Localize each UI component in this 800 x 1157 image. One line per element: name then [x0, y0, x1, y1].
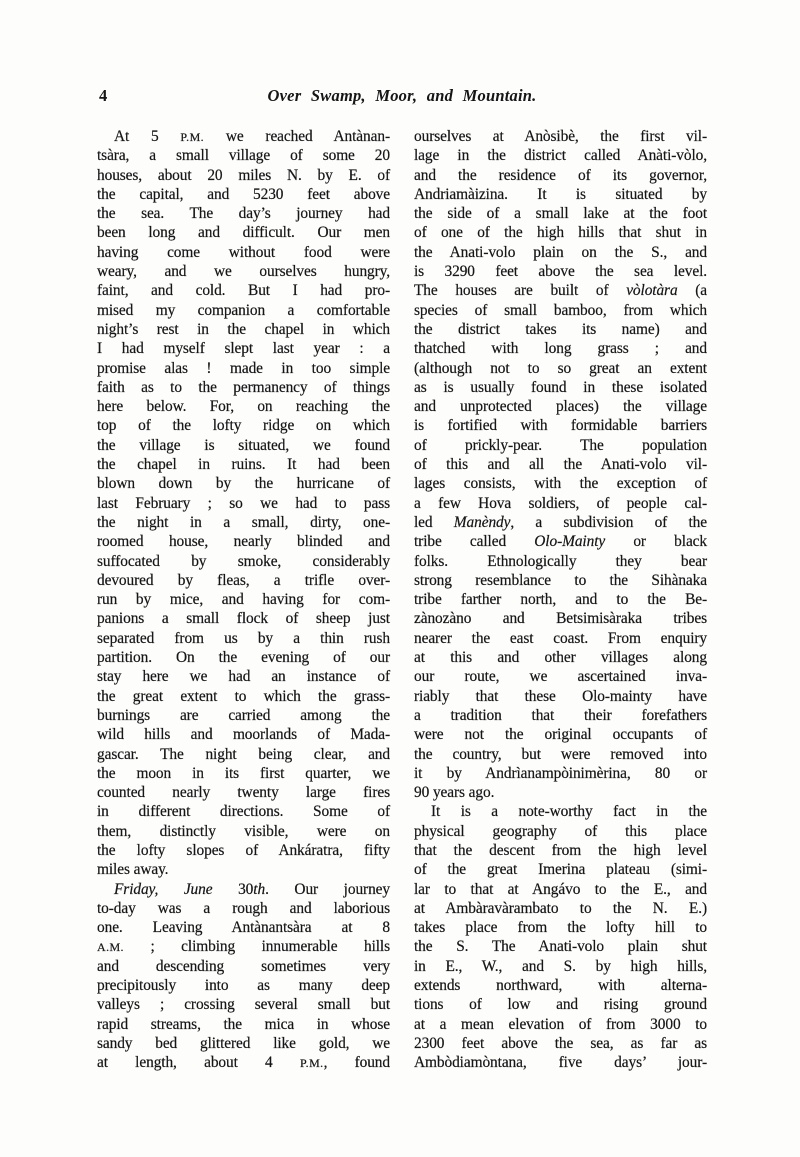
- text-line: last February ; so we had to pass: [97, 494, 390, 512]
- text-line: A.M. ; climbing innumerable hills: [97, 938, 390, 956]
- text-line: tsàra, a small village of some 20: [97, 147, 390, 165]
- text-line: of prickly-pear. The population: [414, 436, 707, 454]
- text-line: at this and other villages along: [414, 649, 707, 667]
- text-column-right: [414, 127, 707, 1073]
- text-line: roomed house, nearly blinded and: [97, 533, 390, 551]
- text-line: and descending sometimes very: [97, 957, 390, 975]
- text-line: top of the lofty ridge on which: [97, 417, 390, 435]
- text-line: the capital, and 5230 feet above: [97, 185, 390, 203]
- text-line: in E., W., and S. by high hills,: [414, 957, 707, 975]
- text-line: it by Andrìanampòinimèrina, 80 or: [414, 764, 707, 782]
- text-line: gascar. The night being clear, and: [97, 745, 390, 763]
- text-line: The houses are built of vòlotàra (a: [414, 282, 707, 300]
- text-line: suffocated by smoke, considerably: [97, 552, 390, 570]
- text-line: one. Leaving Antànantsàra at 8: [97, 919, 390, 937]
- text-line: the side of a small lake at the foot: [414, 205, 707, 223]
- text-line: (although not to so great an extent: [414, 359, 707, 377]
- text-line: at a mean elevation of from 3000 to: [414, 1015, 707, 1033]
- text-line: the great extent to which the grass-: [97, 687, 390, 705]
- text-line: the moon in its first quarter, we: [97, 764, 390, 782]
- text-line: the Anati-volo plain on the S., and: [414, 243, 707, 261]
- text-line: the chapel in ruins. It had been: [97, 456, 390, 474]
- text-line: promise alas ! made in too simple: [97, 359, 390, 377]
- text-line: Andriamàizina. It is situated by: [414, 185, 707, 203]
- text-line: 2300 feet above the sea, as far as: [414, 1034, 707, 1052]
- text-column-left: [97, 127, 390, 1073]
- text-line: a few Hova soldiers, of people cal-: [414, 494, 707, 512]
- text-line: of this and all the Anati-volo vil-: [414, 456, 707, 474]
- text-line: takes place from the lofty hill to: [414, 919, 707, 937]
- text-line: is 3290 feet above the sea level.: [414, 263, 707, 281]
- text-line: been long and difficult. Our men: [97, 224, 390, 242]
- text-line: devoured by fleas, a trifle over-: [97, 571, 390, 589]
- text-line: lages consists, with the exception of: [414, 475, 707, 493]
- page-body: [97, 127, 707, 1073]
- text-line: burnings are carried among the: [97, 706, 390, 724]
- text-line: panions a small flock of sheep just: [97, 610, 390, 628]
- text-line: the lofty slopes of Ankáratra, fifty: [97, 841, 390, 859]
- text-line: nearer the east coast. From enquiry: [414, 629, 707, 647]
- text-line: our route, we ascertained inva-: [414, 668, 707, 686]
- text-line: At 5 P.M. we reached Antànan-: [114, 128, 390, 145]
- text-line: physical geography of this place: [414, 822, 707, 840]
- text-line: counted nearly twenty large fires: [97, 784, 390, 802]
- text-line: to-day was a rough and laborious: [97, 899, 390, 917]
- text-line: a tradition that their forefathers: [414, 706, 707, 724]
- text-line: the S. The Anati-volo plain shut: [414, 938, 707, 956]
- text-line: lage in the district called Anàti-vòlo,: [414, 147, 707, 165]
- text-line: weary, and we ourselves hungry,: [97, 263, 390, 281]
- text-line: having come without food were: [97, 243, 390, 261]
- text-line: folks. Ethnologically they bear: [414, 552, 707, 570]
- text-line: is fortified with formidable barriers: [414, 417, 707, 435]
- text-line: wild hills and moorlands of Mada-: [97, 726, 390, 744]
- text-line: the sea. The day’s journey had: [97, 205, 390, 223]
- text-line: as is usually found in these isolated: [414, 378, 707, 396]
- text-line: tribe called Olo-Mainty or black: [414, 533, 707, 551]
- text-line: rapid streams, the mica in whose: [97, 1015, 390, 1033]
- text-line: here below. For, on reaching the: [97, 398, 390, 416]
- text-line: night’s rest in the chapel in which: [97, 320, 390, 338]
- text-line: precipitously into as many deep: [97, 977, 390, 995]
- text-line: It is a note-worthy fact in the: [431, 803, 707, 821]
- text-line: in different directions. Some of: [97, 803, 390, 821]
- page-number: 4: [99, 86, 108, 105]
- text-line: tribe farther north, and to the Be-: [414, 591, 707, 609]
- text-line: the night in a small, dirty, one-: [97, 513, 390, 531]
- text-line: at length, about 4 P.M., found: [97, 1054, 390, 1072]
- text-line: lar to that at Angávo to the E., and: [414, 880, 707, 898]
- text-line: valleys ; crossing several small but: [97, 996, 390, 1014]
- text-line: houses, about 20 miles N. by E. of: [97, 166, 390, 184]
- text-line: were not the original occupants of: [414, 726, 707, 744]
- text-line: thatched with long grass ; and: [414, 340, 707, 358]
- text-line: the village is situated, we found: [97, 436, 390, 454]
- running-title: Over Swamp, Moor, and Mountain.: [267, 86, 537, 105]
- text-line: riably that these Olo-mainty have: [414, 687, 707, 705]
- text-line: faint, and cold. But I had pro-: [97, 282, 390, 300]
- text-line: of the great Imerina plateau (simi-: [414, 861, 707, 879]
- text-line: Ambòdiamòntana, five days’ jour-: [414, 1054, 707, 1072]
- text-line: ourselves at Anòsibè, the first vil-: [414, 128, 707, 145]
- page-header: [97, 86, 707, 108]
- text-line: led Manèndy, a subdivision of the: [414, 513, 707, 531]
- text-line: the country, but were removed into: [414, 745, 707, 763]
- text-line: at Ambàravàrambato to the N. E.): [414, 899, 707, 917]
- text-line: run by mice, and having for com-: [97, 591, 390, 609]
- text-line: miles away.: [97, 861, 169, 879]
- text-line: blown down by the hurricane of: [97, 475, 390, 493]
- text-line: them, distinctly visible, were on: [97, 822, 390, 840]
- text-line: and unprotected places) the village: [414, 398, 707, 416]
- text-line: species of small bamboo, from which: [414, 301, 707, 319]
- text-line: separated from us by a thin rush: [97, 629, 390, 647]
- text-line: strong resemblance to the Sihànaka: [414, 571, 707, 589]
- text-line: that the descent from the high level: [414, 841, 707, 859]
- text-line: zànozàno and Betsimisàraka tribes: [414, 610, 707, 628]
- text-line: 90 years ago.: [414, 784, 495, 802]
- text-line: of one of the high hills that shut in: [414, 224, 707, 242]
- text-line: faith as to the permanency of things: [97, 378, 390, 396]
- text-line: sandy bed glittered like gold, we: [97, 1034, 390, 1052]
- text-line: Friday, June 30th. Our journey: [114, 880, 390, 898]
- text-line: stay here we had an instance of: [97, 668, 390, 686]
- text-line: tions of low and rising ground: [414, 996, 707, 1014]
- text-line: mised my companion a comfortable: [97, 301, 390, 319]
- text-line: partition. On the evening of our: [97, 649, 390, 667]
- text-line: and the residence of its governor,: [414, 166, 707, 184]
- text-line: the district takes its name) and: [414, 320, 707, 338]
- text-line: extends northward, with alterna-: [414, 977, 707, 995]
- text-line: I had myself slept last year : a: [97, 340, 390, 358]
